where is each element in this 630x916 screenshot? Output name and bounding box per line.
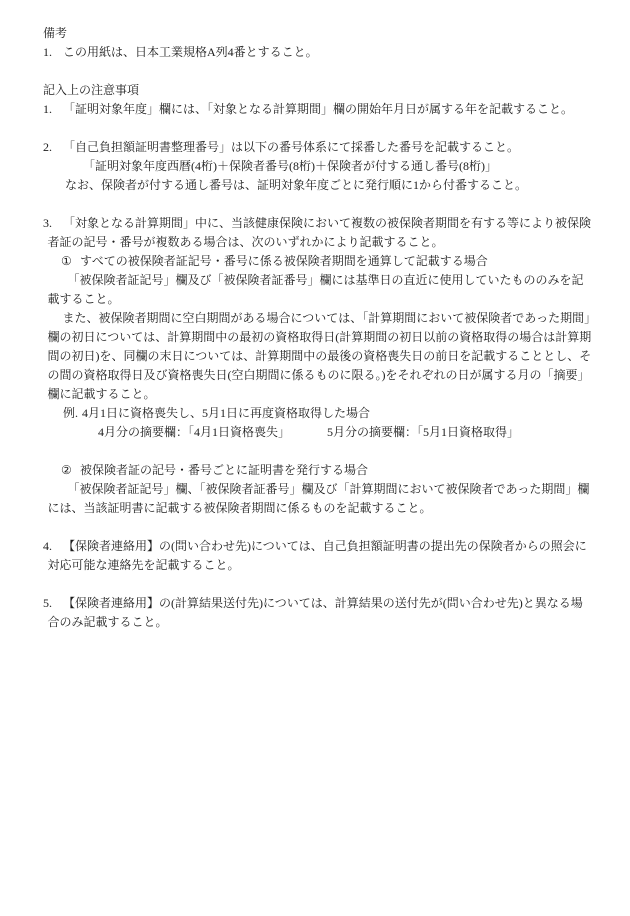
example-title: 4月1日に資格喪失し、5月1日に再度資格取得した場合	[82, 406, 371, 420]
remarks-item-1	[43, 43, 592, 62]
note-item-3-case-2	[61, 461, 592, 480]
note-item-4-text: 【保険者連絡用】の(問い合わせ先)については、自己負担額証明書の提出先の保険者からの照会に対応可能な連絡先を記載すること。	[47, 539, 587, 572]
example-marker: 例.	[63, 406, 79, 420]
note-item-2-formula: 「証明対象年度西暦(4桁)＋保険者番号(8桁)＋保険者が付する通し番号(8桁)」	[83, 159, 497, 173]
note-item-2-number: 2.	[43, 140, 52, 154]
note-item-3	[43, 214, 592, 252]
case-1-title: すべての被保険者証記号・番号に係る被保険者期間を通算して記載する場合	[80, 254, 488, 268]
note-item-1-number: 1.	[43, 102, 52, 116]
note-item-4	[43, 537, 592, 575]
remarks-item-1-text: この用紙は、日本工業規格A列4番とすること。	[63, 45, 318, 59]
notes-heading: 記入上の注意事項	[43, 83, 140, 97]
circled-one-marker: ①	[61, 254, 72, 268]
remarks-item-1-number: 1.	[43, 45, 52, 59]
example-april-value: 4月分の摘要欄：「4月1日資格喪失」	[98, 425, 291, 439]
case-1-paragraph-2: また、被保険者期間に空白期間がある場合については、「計算期間において被保険者であった期間」欄の初日については、計算期間中の最初の資格取得日(計算期間の初日以前の資格取得の場合は計算期間の初日)を、同欄の末日については、計算期間中の最後の資格喪失日の前日を記載することとし、その間の資格取得日及び資格喪失日(空白期間に係るものに限る。)をそれぞれの日が属する月の「摘要」欄に記載すること。	[47, 311, 592, 401]
example-may-value: 5月分の摘要欄：「5月1日資格取得」	[327, 425, 520, 439]
note-item-5-number: 5.	[43, 596, 52, 610]
note-item-3-text: 「対象となる計算期間」中に、当該健康保険において複数の被保険者期間を有する等により被保険者証の記号・番号が複数ある場合は、次のいずれかにより記載すること。	[47, 216, 592, 249]
note-item-3-case-1	[61, 252, 592, 271]
note-item-1	[43, 100, 592, 119]
note-item-3-number: 3.	[43, 216, 52, 230]
note-item-5	[43, 594, 592, 632]
case-1-example	[63, 404, 592, 423]
case-1-paragraph-1: 「被保険者証記号」欄及び「被保険者証番号」欄には基準日の直近に使用していたもののみを記載すること。	[47, 273, 584, 306]
remarks-heading: 備考	[43, 26, 68, 40]
note-item-1-text: 「証明対象年度」欄には、「対象となる計算期間」欄の開始年月日が属する年を記載すること。	[63, 102, 574, 116]
document-content	[43, 24, 592, 632]
note-item-4-number: 4.	[43, 539, 52, 553]
note-item-2-note: なお、保険者が付する通し番号は、証明対象年度ごとに発行順に1から付番すること。	[65, 178, 528, 192]
case-1-example-values	[98, 423, 592, 442]
note-item-2-text: 「自己負担額証明書整理番号」は以下の番号体系にて採番した番号を記載すること。	[63, 140, 520, 154]
note-item-2	[43, 138, 592, 157]
circled-two-marker: ②	[61, 463, 72, 477]
case-2-title: 被保険者証の記号・番号ごとに証明書を発行する場合	[80, 463, 369, 477]
note-item-5-text: 【保険者連絡用】の(計算結果送付先)については、計算結果の送付先が(問い合わせ先)と異なる場合のみ記載すること。	[47, 596, 583, 629]
case-2-paragraph-1: 「被保険者証記号」欄、「被保険者証番号」欄及び「計算期間において被保険者であった期間」欄には、当該証明書に記載する被保険者期間に係るものを記載すること。	[47, 482, 590, 515]
